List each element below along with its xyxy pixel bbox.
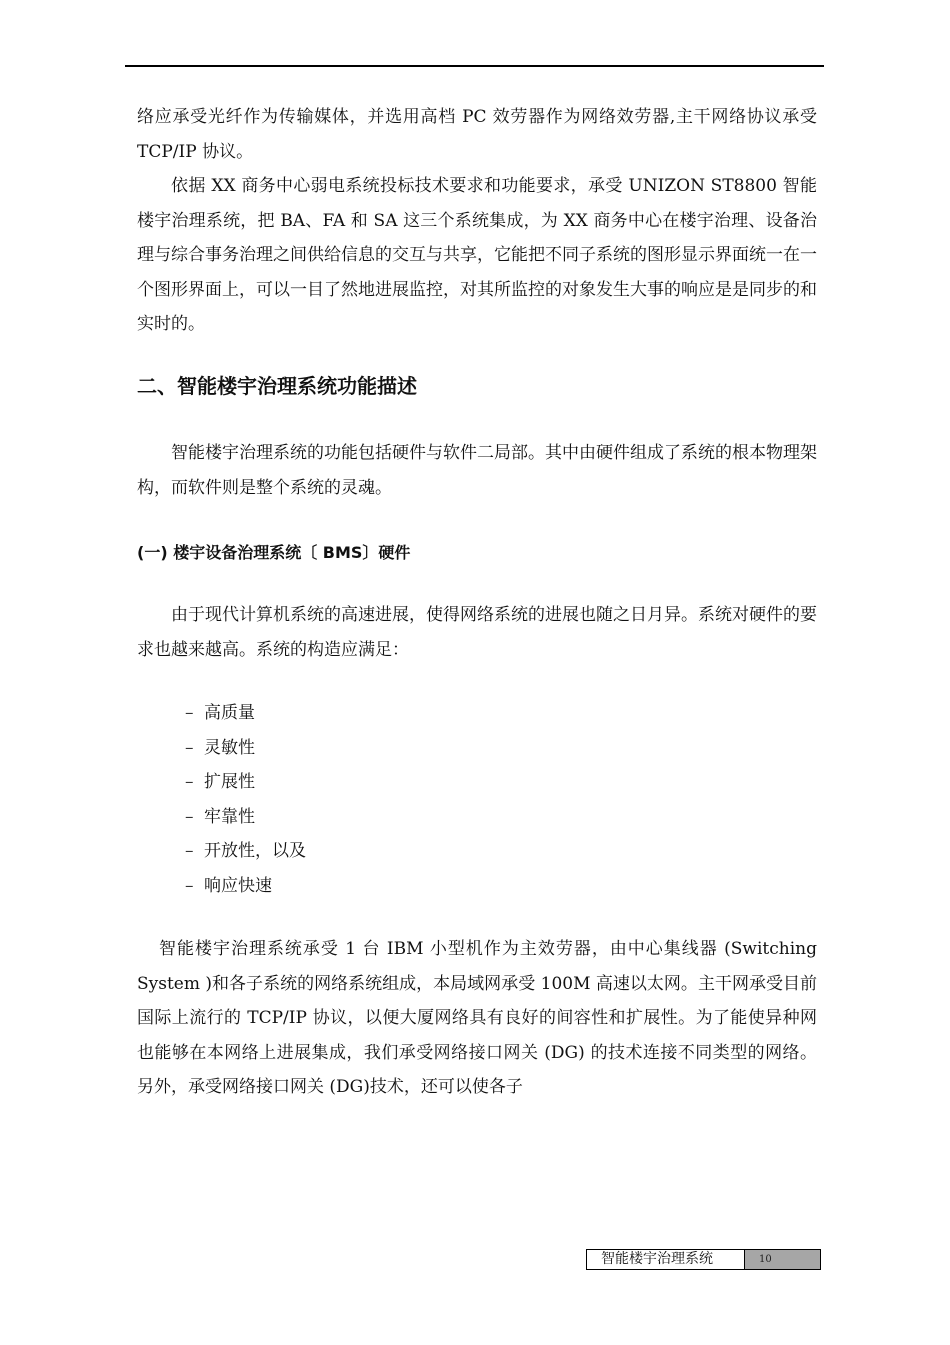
paragraph-4: 由于现代计算机系统的高速进展，使得网络系统的进展也随之日月异。系统对硬件的要求也越来越高。系统的构造应满足： [137, 605, 817, 660]
paragraph-5: 智能楼宇治理系统承受 1 台 IBM 小型机作为主效劳器，由中心集线器 (Switching System )和各子系统的网络系统组成，本局域网承受 100M 高速以太网。主干网承受目前国际上流行的 TCP/IP 协议，以便大厦网络具有良好的间容性和扩展性。为了能使异种网也能够在本网络上进展集成，我们承受网络接口网关 (DG) 的技术连接不同类型的网络。另外，承受网络接口网关 (DG)技术，还可以使各子 [137, 939, 817, 1097]
dash-marker: – [185, 841, 194, 861]
list-item: – 高质量 [185, 696, 306, 731]
list-item: – 扩展性 [185, 765, 306, 800]
dash-marker: – [185, 737, 194, 758]
page-footer [586, 1249, 821, 1270]
page-number: 10 [745, 1250, 820, 1269]
paragraph-3: 智能楼宇治理系统的功能包括硬件与软件二局部。其中由硬件组成了系统的根本物理架构，而软件则是整个系统的灵魂。 [137, 443, 817, 498]
dash-marker: – [185, 875, 194, 896]
subsection-heading: (一) 楼宇设备治理系统〔 BMS〕硬件 [137, 543, 411, 562]
intro-text [137, 100, 817, 342]
list-item: – 响应快速 [185, 869, 306, 904]
paragraph-1: 络应承受光纤作为传输媒体，并选用高档 PC 效劳器作为网络效劳器,主干网络协议承受 TCP/IP 协议。 [137, 107, 817, 162]
dash-marker: – [185, 703, 194, 723]
requirements-intro [137, 598, 817, 667]
list-item: – 灵敏性 [185, 731, 306, 766]
dash-marker: – [185, 806, 194, 827]
section-intro [137, 436, 817, 505]
list-item: – 开放性，以及 [185, 834, 306, 869]
paragraph-2: 依据 XX 商务中心弱电系统投标技术要求和功能要求，承受 UNIZON ST8800 智能楼宇治理系统，把 BA、FA 和 SA 这三个系统集成，为 XX 商务中心在楼宇治理、设备治理与综合事务治理之间供给信息的交互与共享，它能把不同子系统的图形显示界面统一在一个图形界面上，可以一目了然地进展监控，对其所监控的对象发生大事的响应是是同步的和实时的。 [137, 176, 817, 334]
requirements-list [185, 696, 306, 903]
footer-title: 智能楼宇治理系统 [587, 1250, 745, 1269]
dash-marker: – [185, 772, 194, 792]
section-heading: 二、智能楼宇治理系统功能描述 [137, 374, 417, 398]
network-description [137, 932, 817, 1105]
header-rule [125, 65, 824, 67]
list-item: – 牢靠性 [185, 800, 306, 835]
